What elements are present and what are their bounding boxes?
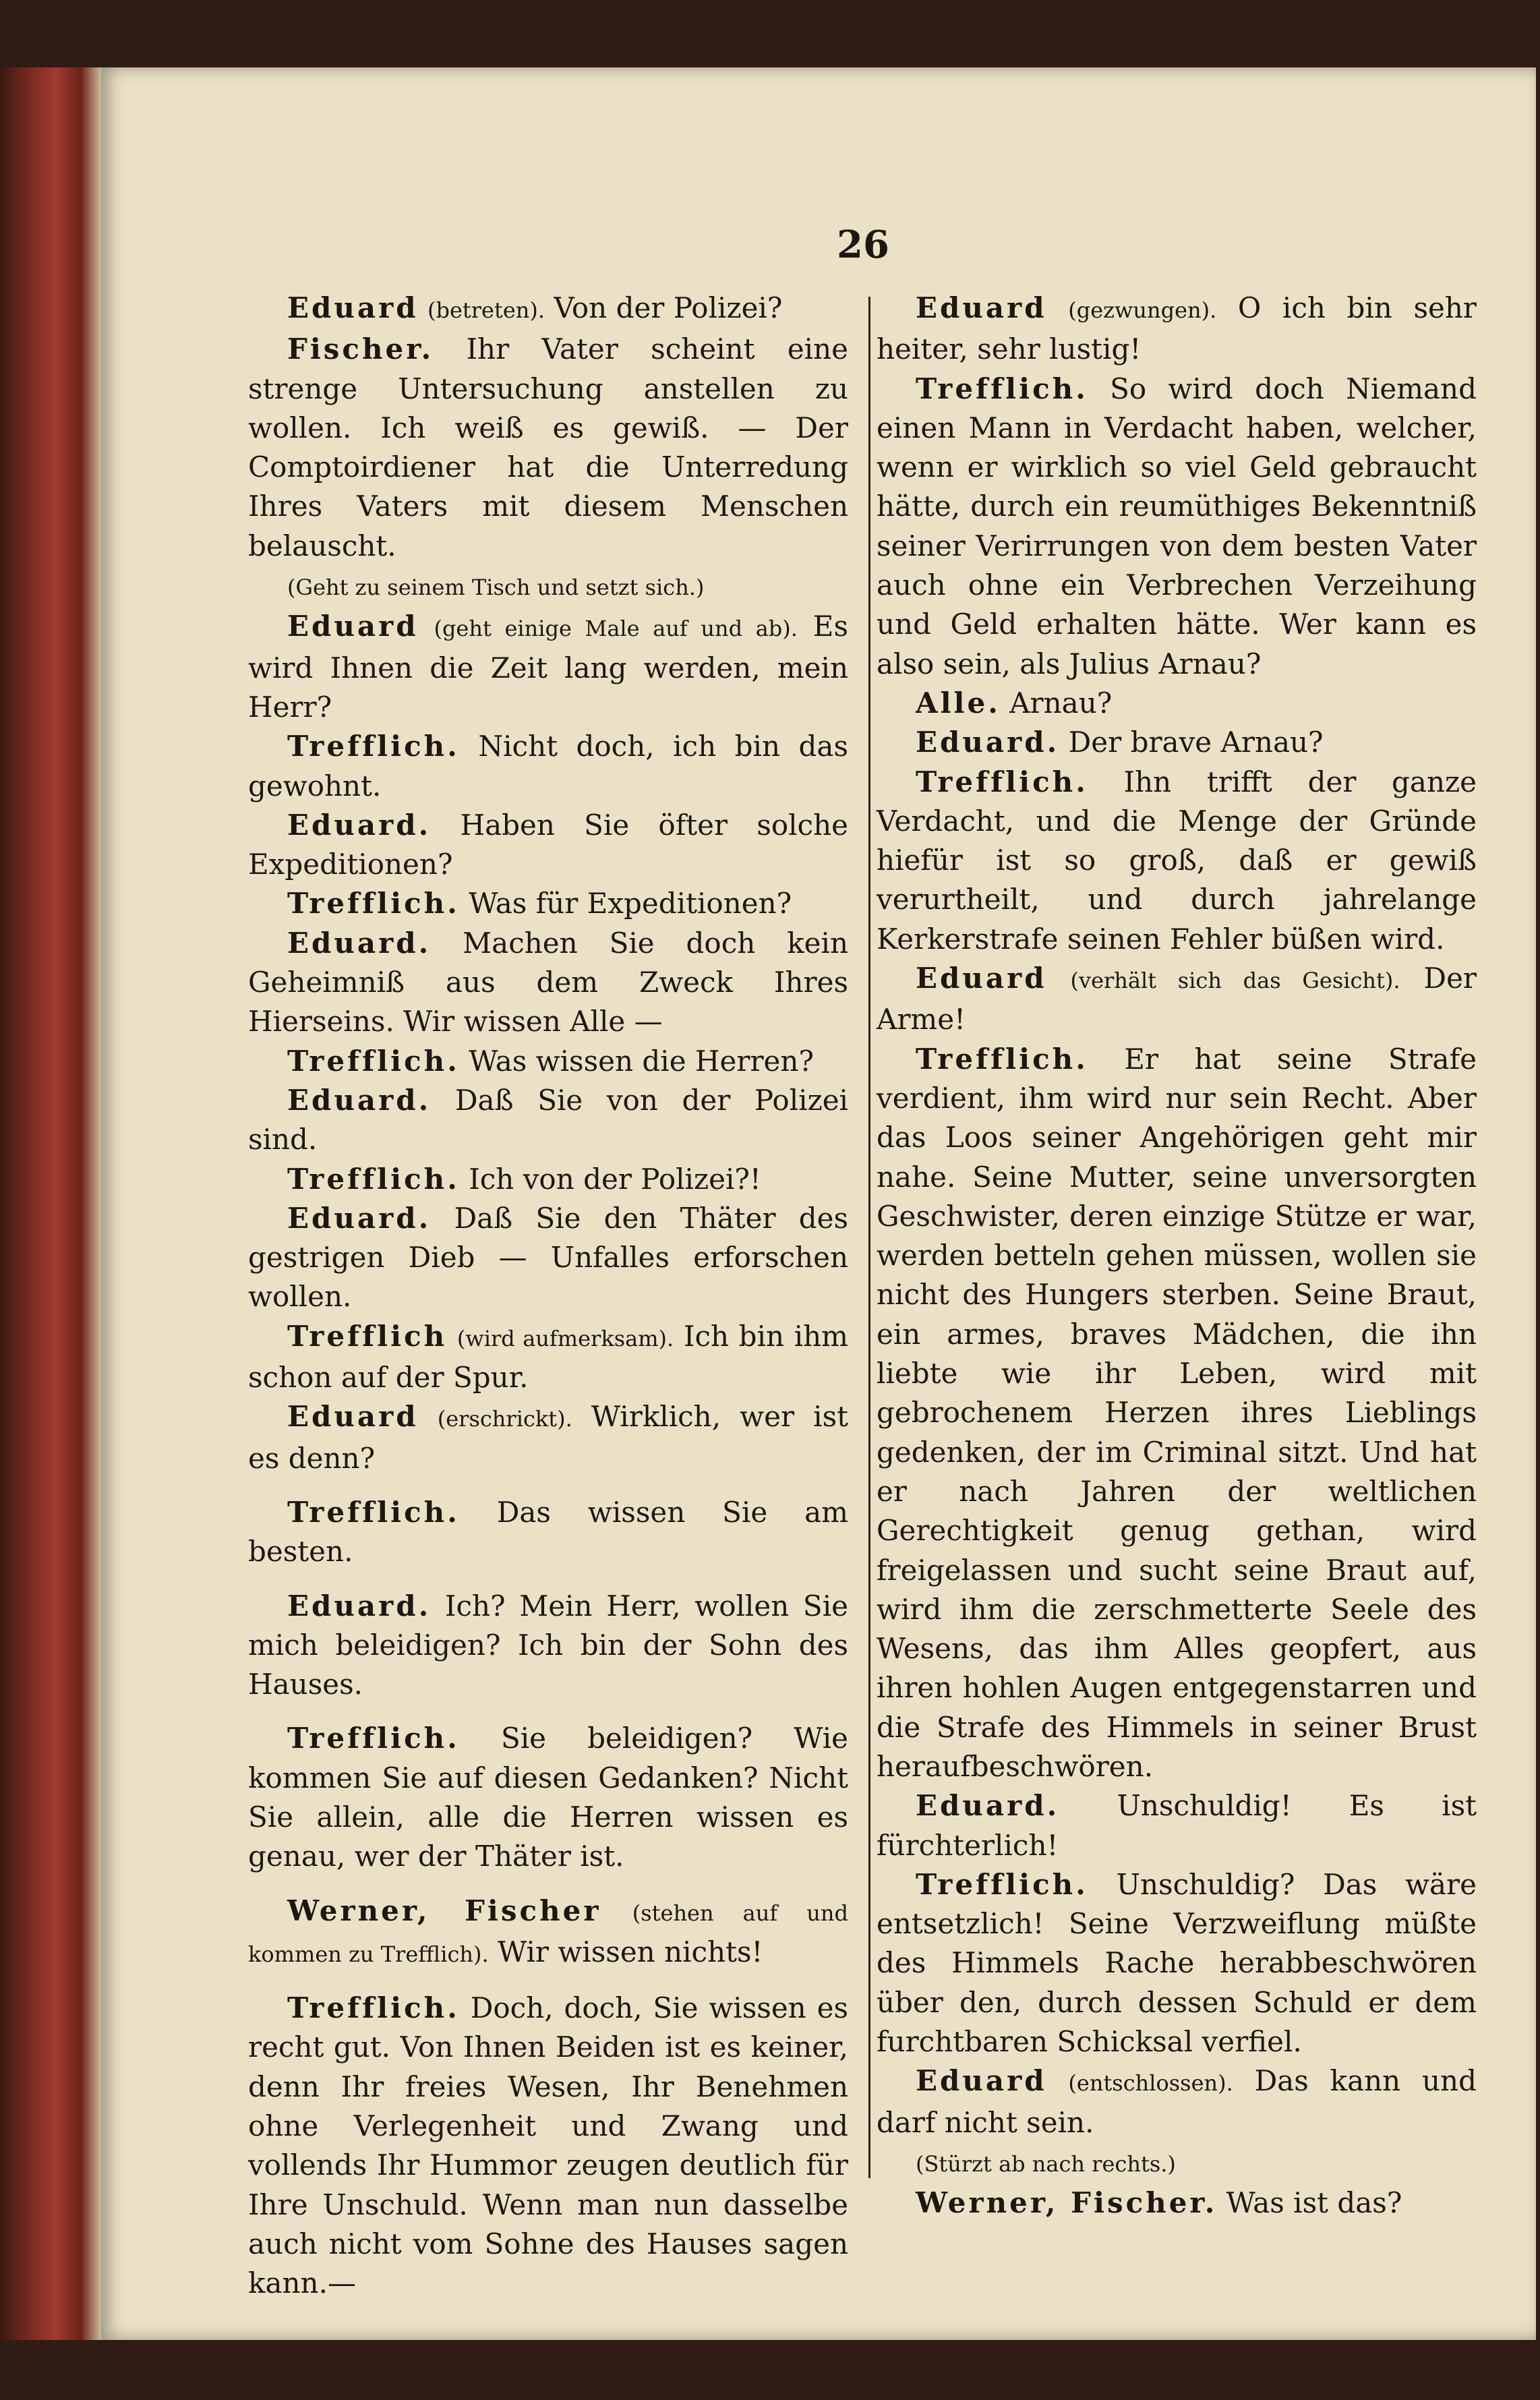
dialogue-text: Daß Sie von der Polizei sind. [248, 1083, 848, 1157]
speaker-name: Trefflich. [287, 1991, 460, 2025]
dialogue-paragraph [248, 330, 848, 566]
column-divider [868, 297, 870, 2178]
dialogue-paragraph [248, 289, 848, 330]
dialogue-text: Von der Polizei? [554, 291, 783, 324]
dialogue-paragraph [877, 1040, 1477, 1787]
speaker-name: Werner, Fischer [287, 1894, 601, 1927]
dialogue-paragraph [248, 1081, 848, 1160]
speaker-name: Eduard. [916, 1789, 1060, 1823]
speaker-name: Eduard [287, 1400, 419, 1434]
speaker-name: Fischer. [287, 332, 434, 366]
dialogue-text: Was ist das? [1226, 2186, 1402, 2220]
left-text-column [248, 289, 848, 2304]
speaker-name: Eduard [287, 610, 419, 643]
dialogue-text: Ihr Vater scheint eine strenge Untersuchung anstellen zu wollen. Ich weiß es gewiß. — Der Comptoirdiener hat die Unterredung Ihres Vaters mit diesem Menschen belauscht. [248, 332, 848, 562]
dialogue-text: Daß Sie den Thäter des gestrigen Dieb — Unfalles erforschen wollen. [248, 1201, 848, 1314]
stage-direction: (betreten). [427, 297, 545, 323]
dialogue-text: Doch, doch, Sie wissen es recht gut. Von Ihnen Beiden ist es keiner, denn Ihr freies Wesen, Ihr Benehmen ohne Verlegenheit und Zwang und vollends Ihr Hummor zeugen deutlich für Ihre Unschuld. Wenn man nun dasselbe auch nicht vom Sohne des Hauses sagen kann.— [248, 1991, 848, 2300]
speaker-name: Eduard. [916, 726, 1060, 759]
stage-direction: (stehen auf und kommen zu Trefflich). [248, 1900, 848, 1967]
speaker-name: Werner, Fischer. [916, 2186, 1218, 2220]
dialogue-paragraph [248, 806, 848, 885]
speaker-name: Trefflich. [287, 1495, 460, 1529]
dialogue-text: Der Arme! [877, 962, 1477, 1036]
stage-direction: (wird aufmerksam). [456, 1325, 674, 1351]
dialogue-paragraph [877, 684, 1477, 723]
dialogue-text: Was für Expeditionen? [469, 887, 792, 920]
speaker-name: Trefflich. [916, 1042, 1088, 1076]
dialogue-paragraph [877, 2061, 1477, 2142]
dialogue-text: Ich von der Polizei?! [469, 1162, 761, 1196]
speaker-name: Trefflich. [916, 372, 1088, 405]
dialogue-paragraph [877, 289, 1477, 370]
stage-direction: (Geht zu seinem Tisch und setzt sich.) [287, 575, 705, 601]
speaker-name: Trefflich. [287, 887, 460, 920]
dialogue-text: O ich bin sehr heiter, sehr lustig! [877, 291, 1477, 366]
speaker-name: Eduard. [287, 1201, 432, 1235]
speaker-name: Trefflich. [287, 1044, 460, 1078]
dialogue-paragraph [877, 959, 1477, 1040]
speaker-name: Eduard [916, 962, 1047, 995]
dialogue-text: Es wird Ihnen die Zeit lang werden, mein Herr? [248, 610, 848, 724]
dialogue-paragraph [248, 607, 848, 727]
speaker-name: Eduard [287, 291, 419, 324]
speaker-name: Eduard. [287, 1589, 432, 1622]
dialogue-paragraph [877, 1786, 1477, 1865]
dialogue-paragraph [248, 1397, 848, 1478]
right-text-column [877, 289, 1477, 2223]
dialogue-paragraph [877, 2142, 1477, 2184]
speaker-name: Eduard. [287, 808, 432, 842]
dialogue-text: Das wissen Sie am besten. [248, 1495, 848, 1569]
dialogue-paragraph [248, 727, 848, 806]
dialogue-paragraph [248, 1199, 848, 1317]
stage-direction: (geht einige Male auf und ab). [434, 616, 798, 642]
dialogue-text: Ich? Mein Herr, wollen Sie mich beleidigen? Ich bin der Sohn des Hauses. [248, 1589, 848, 1701]
paragraph-gap [248, 1704, 848, 1719]
dialogue-text: Haben Sie öfter solche Expeditionen? [248, 808, 848, 881]
dialogue-paragraph [248, 1989, 848, 2303]
book-spine-edge [0, 67, 101, 2340]
speaker-name: Trefflich [287, 1319, 448, 1353]
dialogue-paragraph [248, 1317, 848, 1398]
paragraph-gap [248, 1478, 848, 1493]
dialogue-text: Sie beleidigen? Wie kommen Sie auf diesen Gedanken? Nicht Sie allein, alle die Herren wissen es genau, wer der Thäter ist. [248, 1722, 848, 1873]
dialogue-paragraph [877, 370, 1477, 684]
speaker-name: Trefflich. [287, 1722, 460, 1755]
dialogue-text: Der brave Arnau? [1068, 726, 1324, 759]
dialogue-text: Arnau? [1009, 686, 1113, 720]
paragraph-gap [248, 1877, 848, 1892]
dialogue-paragraph [248, 1719, 848, 1876]
dialogue-text: Das kann und darf nicht sein. [877, 2064, 1477, 2139]
paragraph-gap [248, 1974, 848, 1989]
dialogue-text: Ihn trifft der ganze Verdacht, und die Menge der Gründe hiefür ist so groß, daß er gewiß verurtheilt, und durch jahrelange Kerkerstrafe seinen Fehler büßen wird. [877, 765, 1477, 956]
dialogue-paragraph [248, 1042, 848, 1081]
dialogue-text: So wird doch Niemand einen Mann in Verdacht haben, welcher, wenn er wirklich so viel Geld gebraucht hätte, durch ein reumüthiges Bekenntniß seiner Verirrungen von dem besten Vater auch ohne ein Verbrechen Verzeihung und Geld erhalten hätte. Wer kann es also sein, als Julius Arnau? [877, 372, 1477, 680]
speaker-name: Alle. [916, 686, 1001, 720]
speaker-name: Eduard [916, 2064, 1047, 2098]
dialogue-paragraph [877, 2184, 1477, 2223]
stage-direction: (erschrickt). [437, 1406, 572, 1432]
stage-direction: (Stürzt ab nach rechts.) [916, 2150, 1176, 2177]
dialogue-paragraph [248, 1493, 848, 1572]
dialogue-paragraph [248, 884, 848, 923]
page-number: 26 [837, 223, 889, 267]
dialogue-text: Unschuldig! Es ist fürchterlich! [877, 1789, 1477, 1862]
dialogue-text: Wirklich, wer ist es denn? [248, 1400, 848, 1475]
dialogue-paragraph [877, 763, 1477, 959]
speaker-name: Eduard [916, 291, 1047, 324]
stage-direction: (entschlossen). [1068, 2070, 1233, 2097]
dialogue-text: Unschuldig? Das wäre entsetzlich! Seine Verzweiflung müßte des Himmels Rache herabbeschwören über den, durch dessen Schuld er dem furchtbaren Schicksal verfiel. [877, 1867, 1477, 2059]
stage-direction: (verhält sich das Gesicht). [1070, 968, 1400, 994]
dialogue-paragraph [248, 1587, 848, 1705]
dialogue-paragraph [877, 723, 1477, 762]
dialogue-text: Nicht doch, ich bin das gewohnt. [248, 730, 849, 802]
stage-direction: (gezwungen). [1068, 297, 1217, 323]
speaker-name: Trefflich. [287, 730, 460, 763]
dialogue-paragraph [248, 566, 848, 607]
dialogue-paragraph [248, 1892, 848, 1974]
speaker-name: Eduard. [287, 926, 432, 960]
dialogue-text: Ich bin ihm schon auf der Spur. [248, 1319, 849, 1395]
dialogue-text: Was wissen die Herren? [469, 1044, 814, 1078]
speaker-name: Trefflich. [916, 1867, 1088, 1901]
dialogue-paragraph [877, 1865, 1477, 2061]
dialogue-paragraph [248, 924, 848, 1042]
dialogue-text: Er hat seine Strafe verdient, ihm wird nur sein Recht. Aber das Loos seiner Angehörigen geht mir nahe. Seine Mutter, seine unversorgten Geschwister, deren einzige Stütze er war, werden betteln gehen müssen, wollen sie nicht des Hungers sterben. Seine Braut, ein armes, braves Mädchen, die ihn liebte wie ihr Leben, wird mit gebrochenem Herzen ihres Lieblings gedenken, der im Criminal sitzt. Und hat er nach Jahren der weltlichen Gerechtigkeit genug gethan, wird freigelassen und sucht seine Braut auf, wird ihm die zerschmetterte Seele des Wesens, das ihm Alles geopfert, aus ihren hohlen Augen entgegenstarren und die Strafe des Himmels in seiner Brust heraufbeschwören. [877, 1042, 1477, 1783]
dialogue-text: Machen Sie doch kein Geheimniß aus dem Zweck Ihres Hierseins. Wir wissen Alle — [248, 926, 848, 1038]
speaker-name: Trefflich. [916, 765, 1088, 798]
dialogue-text: Wir wissen nichts! [498, 1935, 763, 1968]
speaker-name: Eduard. [287, 1083, 432, 1117]
speaker-name: Trefflich. [287, 1162, 460, 1196]
paragraph-gap [248, 1572, 848, 1587]
dialogue-paragraph [248, 1160, 848, 1199]
